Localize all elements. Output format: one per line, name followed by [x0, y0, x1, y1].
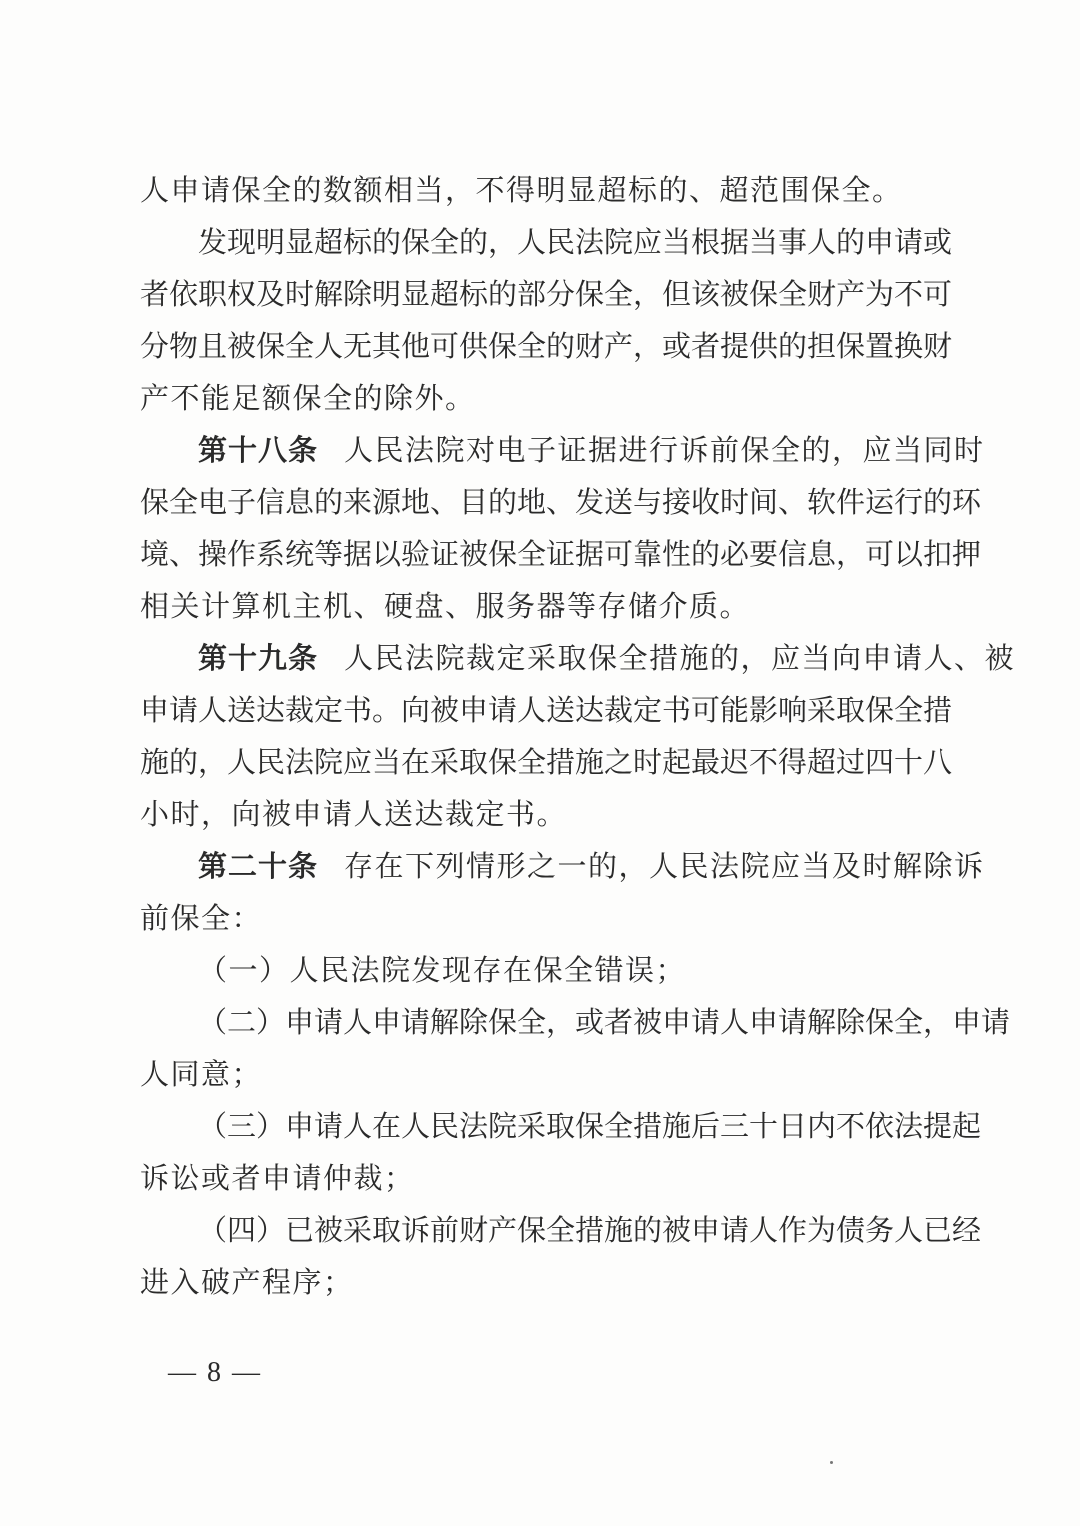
text-line: 产不能足额保全的除外。 [140, 381, 476, 415]
article-19-label: 第十九条 [198, 641, 319, 675]
text-line: 诉讼或者申请仲裁； [140, 1161, 415, 1195]
text-line: 者依职权及时解除明显超标的部分保全，但该被保全财产为不可 [140, 277, 953, 311]
text-line: 人民法院裁定采取保全措施的，应当向申请人、被 [344, 641, 1016, 675]
text-line: 相关计算机主机、硬盘、服务器等存储介质。 [140, 589, 751, 623]
text-line: 人民法院对电子证据进行诉前保全的，应当同时 [344, 433, 985, 467]
text-line: 人申请保全的数额相当，不得明显超标的、超范围保全。 [140, 173, 903, 207]
list-item-2: （二）申请人申请解除保全，或者被申请人申请解除保全，申请 [198, 1005, 1011, 1039]
list-item-3: （三）申请人在人民法院采取保全措施后三十日内不依法提起 [198, 1109, 982, 1143]
text-line: 人同意； [140, 1057, 263, 1091]
scan-speck [830, 1461, 833, 1464]
article-18-label: 第十八条 [198, 433, 319, 467]
text-line: 小时，向被申请人送达裁定书。 [140, 797, 568, 831]
page-number: — 8 — [168, 1357, 262, 1388]
text-line: 施的，人民法院应当在采取保全措施之时起最迟不得超过四十八 [140, 745, 953, 779]
article-18-first-line [198, 430, 985, 470]
text-line: 申请人送达裁定书。向被申请人送达裁定书可能影响采取保全措 [140, 693, 953, 727]
article-19-first-line [198, 638, 1015, 678]
text-line: 分物且被保全人无其他可供保全的财产，或者提供的担保置换财 [140, 329, 953, 363]
text-line: 存在下列情形之一的，人民法院应当及时解除诉 [344, 849, 985, 883]
list-item-1: （一）人民法院发现存在保全错误； [198, 953, 687, 987]
text-line: 发现明显超标的保全的，人民法院应当根据当事人的申请或 [198, 225, 953, 259]
text-line: 进入破产程序； [140, 1265, 354, 1299]
text-line: 保全电子信息的来源地、目的地、发送与接收时间、软件运行的环 [140, 485, 982, 519]
article-20-label: 第二十条 [198, 849, 319, 883]
text-line: 前保全： [140, 901, 263, 935]
list-item-4: （四）已被采取诉前财产保全措施的被申请人作为债务人已经 [198, 1213, 982, 1247]
text-line: 境、操作系统等据以验证被保全证据可靠性的必要信息，可以扣押 [140, 537, 982, 571]
article-20-first-line [198, 846, 985, 886]
